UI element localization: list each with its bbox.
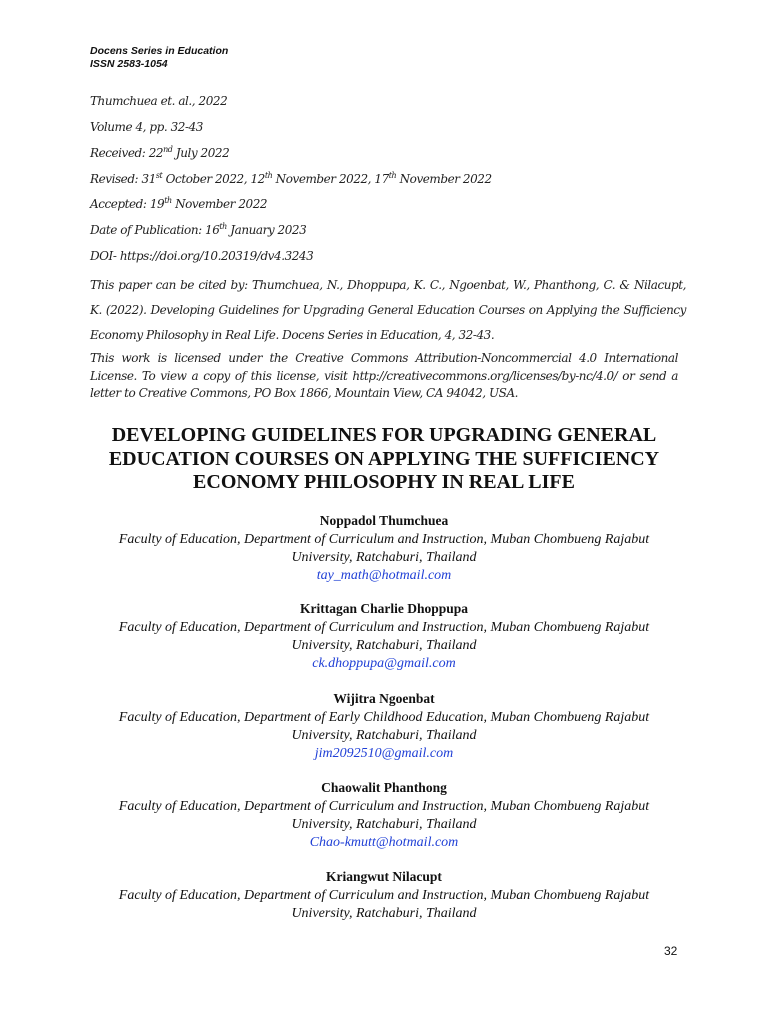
journal-issn: ISSN 2583-1054 xyxy=(90,58,168,70)
author-name: Chaowalit Phanthong xyxy=(321,780,447,795)
accepted-date: Accepted: 19th November 2022 xyxy=(90,196,268,211)
author-email-link[interactable]: Chao-kmutt@hotmail.com xyxy=(309,835,459,850)
author-affiliation: Faculty of Education, Department of Early Childhood Education, Muban Chombueng Rajabut University, Ratchaburi, Thailand xyxy=(118,710,650,743)
author-block xyxy=(60,779,708,852)
revised-dates: Revised: 31st October 2022, 12th November 2022, 17th November 2022 xyxy=(90,171,492,186)
author-affiliation: Faculty of Education, Department of Curriculum and Instruction, Muban Chombueng Rajabut University, Ratchaburi, Thailand xyxy=(118,888,650,921)
title-line: ECONOMY PHILOSOPHY IN REAL LIFE xyxy=(193,471,575,493)
author-name: Kriangwut Nilacupt xyxy=(326,869,442,884)
author-block xyxy=(60,690,708,763)
doi-link[interactable]: DOI- https://doi.org/10.20319/dv4.3243 xyxy=(90,249,314,263)
author-name: Wijitra Ngoenbat xyxy=(333,691,435,706)
page-number: 32 xyxy=(664,944,678,958)
author-affiliation: Faculty of Education, Department of Curriculum and Instruction, Muban Chombueng Rajabut University, Ratchaburi, Thailand xyxy=(118,620,650,653)
publication-date: Date of Publication: 16th January 2023 xyxy=(90,222,307,237)
license-text: This work is licensed under the Creative Commons Attribution-Noncommercial 4.0 International License. To view a copy of this license, visit http://creativecommons.org/licenses/by-nc/4.0/ or send a letter to Creative Commons, PO Box 1866, Mountain View, CA 94042, USA. xyxy=(90,351,678,400)
citation-text: This paper can be cited by: Thumchuea, N., Dhoppupa, K. C., Ngoenbat, W., Phanthong, C. & Nilacupt, K. (2022). Developing Guidelines for Upgrading General Education Courses on Applying the Sufficiency Economy Philosophy in Real Life. Docens Series in Education, 4, 32-43. xyxy=(90,278,686,342)
journal-name: Docens Series in Education xyxy=(90,45,229,57)
authors-short: Thumchuea et. al., 2022 xyxy=(90,94,228,108)
journal-header xyxy=(90,45,228,71)
author-name: Krittagan Charlie Dhoppupa xyxy=(299,601,469,616)
paper-title xyxy=(90,424,678,495)
received-date: Received: 22nd July 2022 xyxy=(90,145,230,160)
author-block xyxy=(60,600,708,673)
author-affiliation: Faculty of Education, Department of Curriculum and Instruction, Muban Chombueng Rajabut University, Ratchaburi, Thailand xyxy=(118,799,650,832)
author-block xyxy=(60,512,708,585)
volume-pages: Volume 4, pp. 32-43 xyxy=(90,120,203,134)
author-block xyxy=(60,868,708,923)
author-email-link[interactable]: jim2092510@gmail.com xyxy=(314,746,454,761)
title-line: EDUCATION COURSES ON APPLYING THE SUFFICIENCY xyxy=(108,447,660,470)
title-line: DEVELOPING GUIDELINES FOR UPGRADING GENERAL xyxy=(111,424,657,446)
author-email-link[interactable]: tay_math@hotmail.com xyxy=(316,568,452,583)
author-affiliation: Faculty of Education, Department of Curriculum and Instruction, Muban Chombueng Rajabut University, Ratchaburi, Thailand xyxy=(118,532,650,565)
author-email-link[interactable]: ck.dhoppupa@gmail.com xyxy=(312,656,456,671)
author-name: Noppadol Thumchuea xyxy=(319,513,449,528)
